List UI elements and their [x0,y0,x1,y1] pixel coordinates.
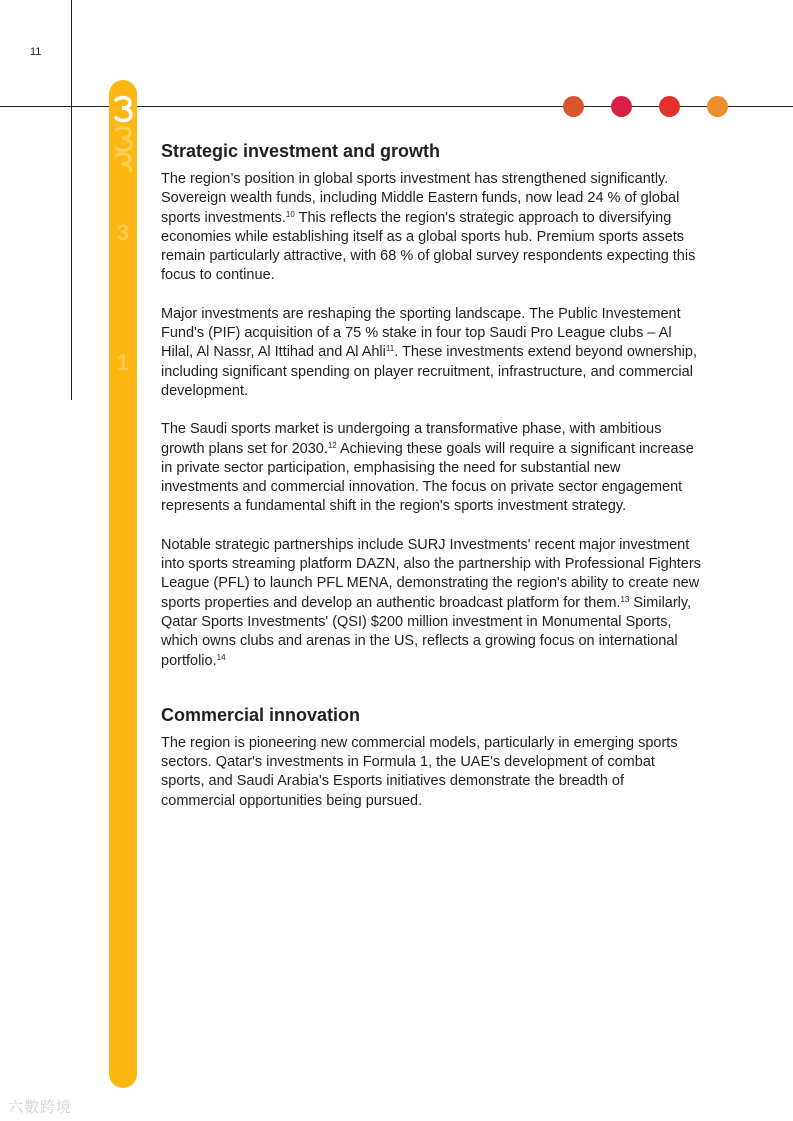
footnote-ref: 13 [620,594,630,604]
section-heading-commercial-innovation: Commercial innovation [161,704,361,725]
footnote-ref: 12 [327,440,337,450]
footnote-ref: 14 [216,652,226,662]
article-body [161,140,701,830]
paragraph: Notable strategic partnerships include SURJ Investments' recent major investment into sports streaming platform DAZN, also the partnership with Professional Fighters League (PFL) to launch PFL MENA, demonstrating the region's ability to create new sports properties and develop an authentic broadcast platform for them.$^{13}$ Similarly, Qatar Sports Investments' (QSI) $200 million investment in Monumental Sports, which owns clubs and arenas in the US, reflects a growing focus on international portfolio.$^{14}$ [161,536,701,669]
footnote-ref: 10 [285,209,295,219]
decorative-dot-4 [707,96,728,117]
vertical-rule [71,0,72,400]
decorative-mark-icon: 3 [116,220,130,245]
decorative-dot-2 [611,96,632,117]
decorative-dot-3 [659,96,680,117]
section-heading-strategic-investment: Strategic investment and growth [161,141,441,161]
paragraph: The region is pioneering new commercial models, particularly in emerging sports sectors. Qatar's investments in Formula 1, the UAE's development of combat sports, and Saudi Arabia's Esports initiatives demonstrate the breadth of commercial opportunities being pursued. [161,734,678,809]
paragraph: Major investments are reshaping the sporting landscape. The Public Investement Fund's (PIF) acquisition of a 75 % stake in four top Saudi Pro League clubs – Al Hilal, Al Nassr, Al Ittihad and Al Ahli$^{11}$. These investments extend beyond ownership, including significant spending on player recruitment, infrastructure, and commercial development. [161,305,697,399]
accent-bar [109,80,137,1088]
watermark: 六數跨境 [8,1099,73,1116]
paragraph: The Saudi sports market is undergoing a transformative phase, with ambitious growth plans set for 2030.12 Achieving these goals will require a significant increase in private sector participation, emphasising the need for substantial new investments and commercial innovation. The focus on private sector engagement represents a fundamental shift in the region's sports investment strategy. [161,421,694,515]
decorative-mark-icon: 1 [116,350,130,375]
paragraph: The region’s position in global sports investment has strengthened significantly. Sovereign wealth funds, including Middle Eastern funds, now lead 24 % of global sports investments.$^{10}$ This reflects the region's strategic approach to diversifying economies while establishing itself as a global sports hub. Premium sports assets remain particularly attractive, with 68 % of global survey respondents expecting this focus to continue. [161,171,696,284]
footnote-ref: 11 [385,344,395,354]
decorative-dot-1 [563,96,584,117]
page-number: 11 [30,46,42,58]
brand-logo-icon [109,94,137,174]
